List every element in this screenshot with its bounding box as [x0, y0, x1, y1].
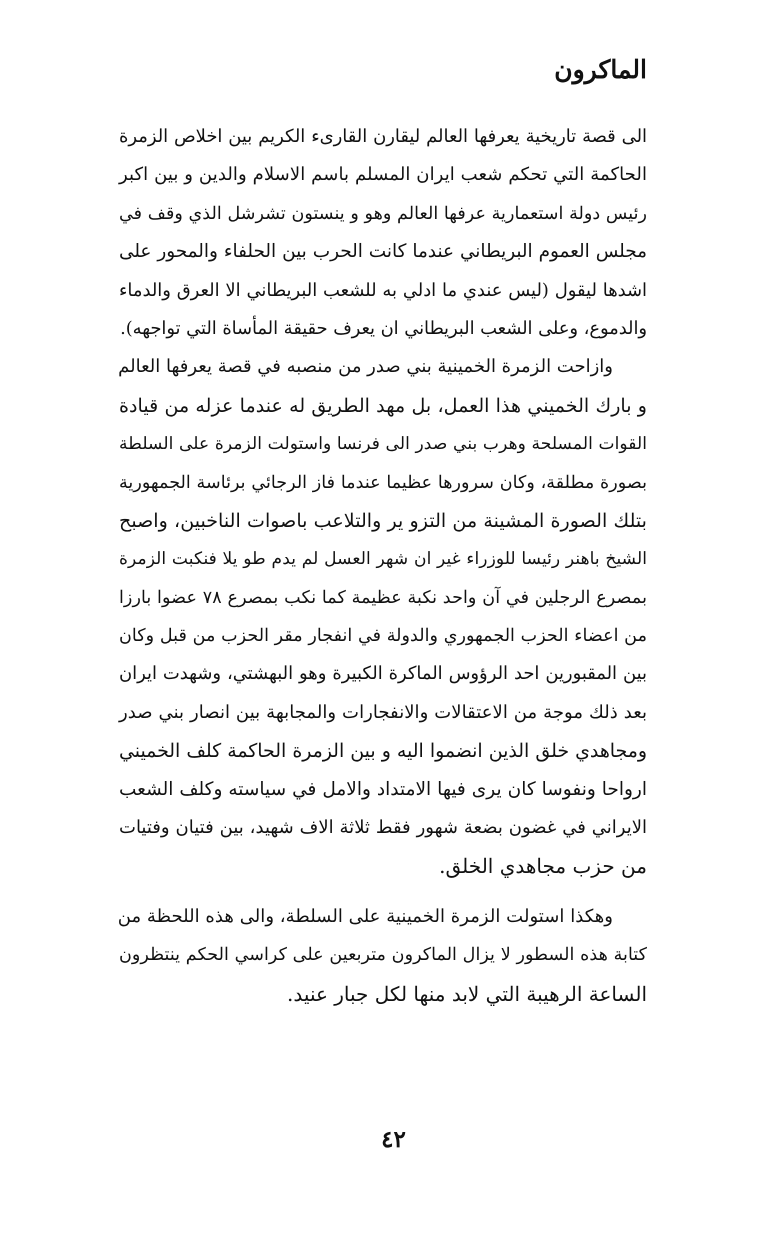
text-line: مجلس العموم البريطاني عندما كانت الحرب بين الحلفاء والمحور على [119, 241, 647, 263]
body-text [119, 118, 647, 1013]
text-line: بتلك الصورة المشينة من التزو ير والتلاعب باصوات الناخبين، واصبح [119, 508, 647, 532]
text-line: و بارك الخميني هذا العمل، بل مهد الطريق له عندما عزله من قيادة [119, 393, 647, 417]
text-line: الساعة الرهيبة التي لابد منها لكل جبار عنيد. [287, 981, 647, 1006]
text-line: من حزب مجاهدي الخلق. [439, 854, 647, 879]
paragraph-1 [119, 118, 647, 348]
text-line: كتابة هذه السطور لا يزال الماكرون متربعين على كراسي الحكم ينتظرون [119, 945, 647, 966]
text-line: القوات المسلحة وهرب بني صدر الى فرنسا واستولت الزمرة على السلطة [119, 434, 647, 455]
text-line: ومجاهدي خلق الذين انضموا اليه و بين الزمرة الحاكمة كلف الخميني [119, 740, 647, 763]
text-line: بين المقبورين احد الرؤوس الماكرة الكبيرة وهو البهشتي، وشهدت ايران [119, 663, 647, 685]
paragraph-3 [119, 898, 647, 1013]
text-line: الحاكمة التي تحكم شعب ايران المسلم باسم الاسلام والدين و بين اكبر [119, 164, 647, 186]
text-line: من اعضاء الحزب الجمهوري والدولة في انفجار مقر الحزب من قبل وكان [119, 626, 647, 647]
page-number: ٤٢ [381, 1126, 406, 1153]
paragraph-2 [119, 348, 647, 885]
paragraph-gap [119, 886, 647, 898]
text-line: الايراني في غضون بضعة شهور فقط ثلاثة الاف شهيد، بين فتيان وفتيات [119, 817, 647, 839]
text-line: وهكذا استولت الزمرة الخمينية على السلطة، والى هذه اللحظة من [117, 905, 613, 927]
text-line: اشدها ليقول (ليس عندي ما ادلي به للشعب البريطاني الا العرق والدماء [119, 279, 647, 301]
text-line: وازاحت الزمرة الخمينية بني صدر من منصبه في قصة يعرفها العالم [118, 356, 613, 378]
text-line: بصورة مطلقة، وكان سرورها عظيما عندما فاز الرجائي برئاسة الجمهورية [119, 472, 647, 493]
text-line: الشيخ باهنر رئيسا للوزراء غير ان شهر العسل لم يدم طو يلا فنكبت الزمرة [119, 549, 647, 570]
text-line: رئيس دولة استعمارية عرفها العالم وهو و ينستون تشرشل الذي وقف في [119, 203, 647, 224]
running-title: الماكرون [554, 55, 647, 84]
text-line: ارواحا ونفوسا كان يرى فيها الامتداد والامل في سياسته وكلف الشعب [119, 778, 647, 800]
text-line: بمصرع الرجلين في آن واحد نكبة عظيمة كما نكب بمصرع ٧٨ عضوا بارزا [119, 587, 648, 608]
text-line: الى قصة تاريخية يعرفها العالم ليقارن القارىء الكريم بين اخلاص الزمرة [119, 126, 647, 147]
text-line: بعد ذلك موجة من الاعتقالات والانفجارات والمجابهة بين انصار بني صدر [119, 701, 647, 723]
text-line: والدموع، وعلى الشعب البريطاني ان يعرف حقيقة المأساة التي تواجهه). [120, 317, 647, 339]
